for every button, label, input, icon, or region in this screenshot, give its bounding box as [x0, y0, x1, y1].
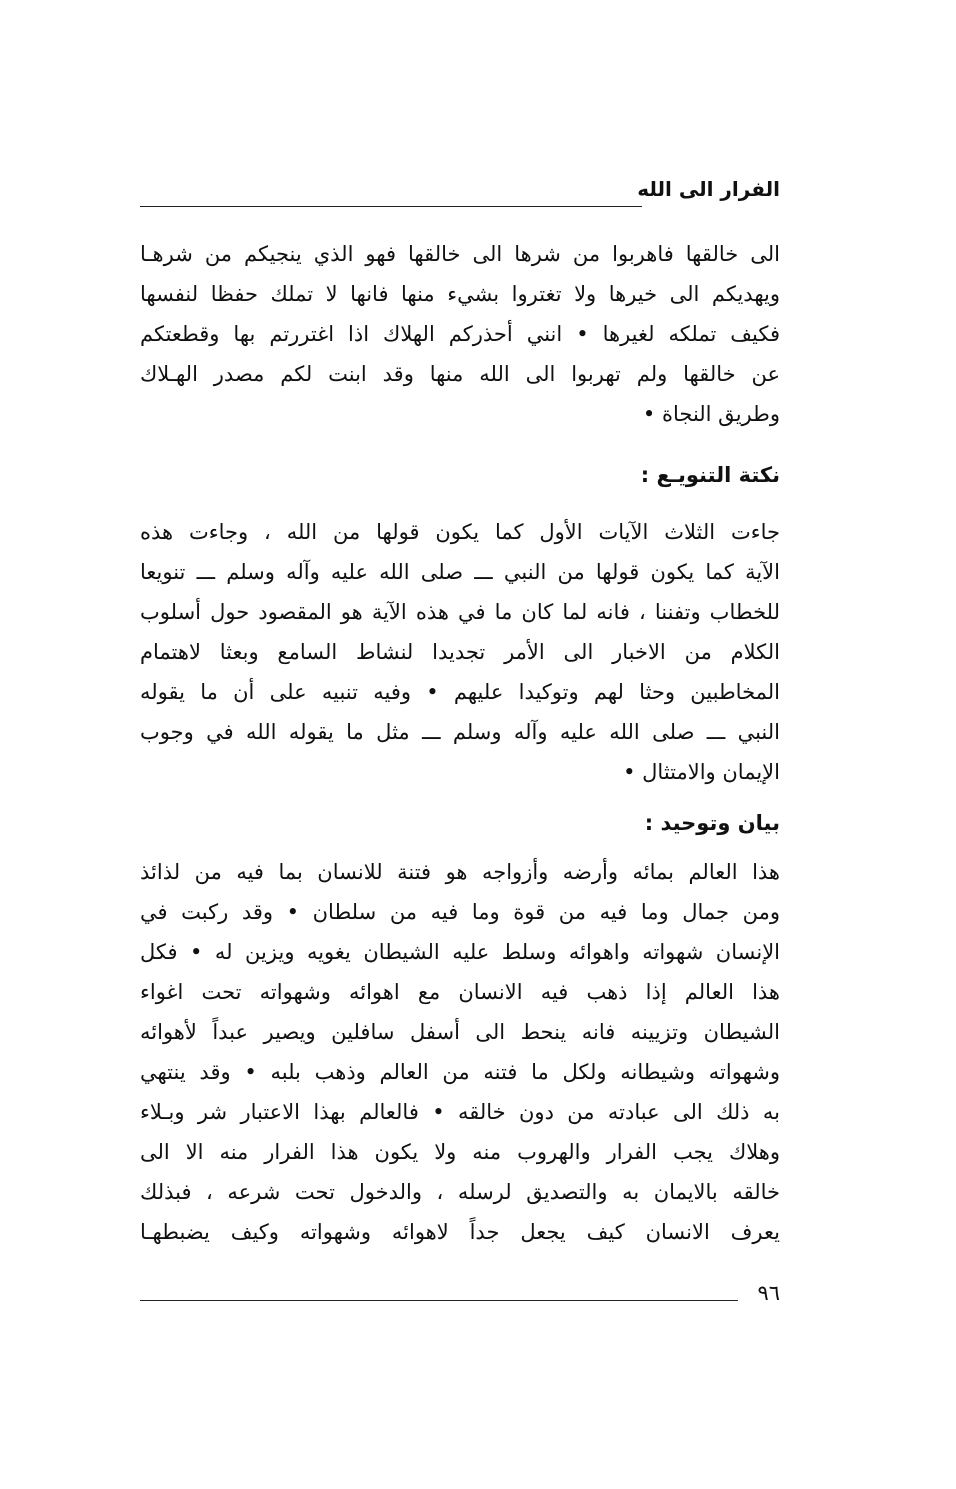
- text-line: خالقه بالايمان به والتصديق لرسله ، والدخول تحت شرعه ، فبذلك: [140, 1180, 780, 1204]
- paragraph-intro: [140, 234, 780, 434]
- text-line: وطريق النجاة •: [642, 402, 780, 426]
- text-line: وشهواته وشيطانه ولكل ما فتنه من العالم وذهب بلبه • وقد ينتهي: [140, 1060, 780, 1084]
- paragraph-tanwi: [140, 512, 780, 792]
- text-line: الآية كما يكون قولها من النبي ـــ صلى الله عليه وآله وسلم ـــ تنويعا: [140, 560, 780, 584]
- section-heading-bayan: بيان وتوحيد :: [644, 811, 780, 835]
- paragraph-bayan: [140, 852, 780, 1252]
- running-title: الفرار الى الله: [637, 177, 780, 201]
- running-header: [140, 176, 780, 212]
- text-line: ومن جمال وما فيه من قوة وما فيه من سلطان • وقد ركبت في: [140, 900, 780, 924]
- text-line: الشيطان وتزيينه فانه ينحط الى أسفل سافلين ويصير عبداً لأهوائه: [140, 1020, 780, 1044]
- text-line: فكيف تملكه لغيرها • انني أحذركم الهلاك اذا اغتررتم بها وقطعتكم: [140, 322, 780, 346]
- section-heading-tanwi: نكتة التنويـع :: [640, 463, 780, 487]
- text-line: جاءت الثلاث الآيات الأول كما يكون قولها من الله ، وجاءت هذه: [140, 520, 780, 544]
- text-line: ويهديكم الى خيرها ولا تغتروا بشيء منها فانها لا تملك حفظا لنفسها: [140, 282, 780, 306]
- text-line: للخطاب وتفننا ، فانه لما كان ما في هذه الآية هو المقصود حول أسلوب: [140, 600, 780, 624]
- text-line: الى خالقها فاهربوا من شرها الى خالقها فهو الذي ينجيكم من شرهـا: [140, 242, 780, 266]
- text-line: هذا العالم بمائه وأرضه وأزواجه هو فتنة للانسان بما فيه من لذائذ: [140, 860, 780, 884]
- text-line: النبي ـــ صلى الله عليه وآله وسلم ـــ مثل ما يقوله الله في وجوب: [140, 720, 780, 744]
- text-line: هذا العالم إذا ذهب فيه الانسان مع اهوائه وشهواته تحت اغواء: [140, 980, 780, 1004]
- text-line: به ذلك الى عبادته من دون خالقه • فالعالم بهذا الاعتبار شر وبـلاء: [140, 1100, 780, 1124]
- text-line: وهلاك يجب الفرار والهروب منه ولا يكون هذا الفرار منه الا الى: [140, 1140, 780, 1164]
- text-line: الكلام من الاخبار الى الأمر تجديدا لنشاط السامع وبعثا لاهتمام: [140, 640, 780, 664]
- page-footer: [140, 1280, 780, 1320]
- text-line: عن خالقها ولم تهربوا الى الله منها وقد ابنت لكم مصدر الهـلاك: [140, 362, 780, 386]
- header-rule: [140, 206, 642, 207]
- page-number: ٩٦: [757, 1281, 780, 1305]
- text-line: الإيمان والامتثال •: [623, 760, 780, 784]
- text-line: المخاطبين وحثا لهم وتوكيدا عليهم • وفيه تنبيه على أن ما يقوله: [140, 680, 780, 704]
- text-line: الإنسان شهواته واهوائه وسلط عليه الشيطان يغويه ويزين له • فكل: [140, 940, 780, 964]
- text-line: يعرف الانسان كيف يجعل جداً لاهوائه وشهواته وكيف يضبطهـا: [140, 1220, 780, 1244]
- footer-rule: [140, 1300, 738, 1301]
